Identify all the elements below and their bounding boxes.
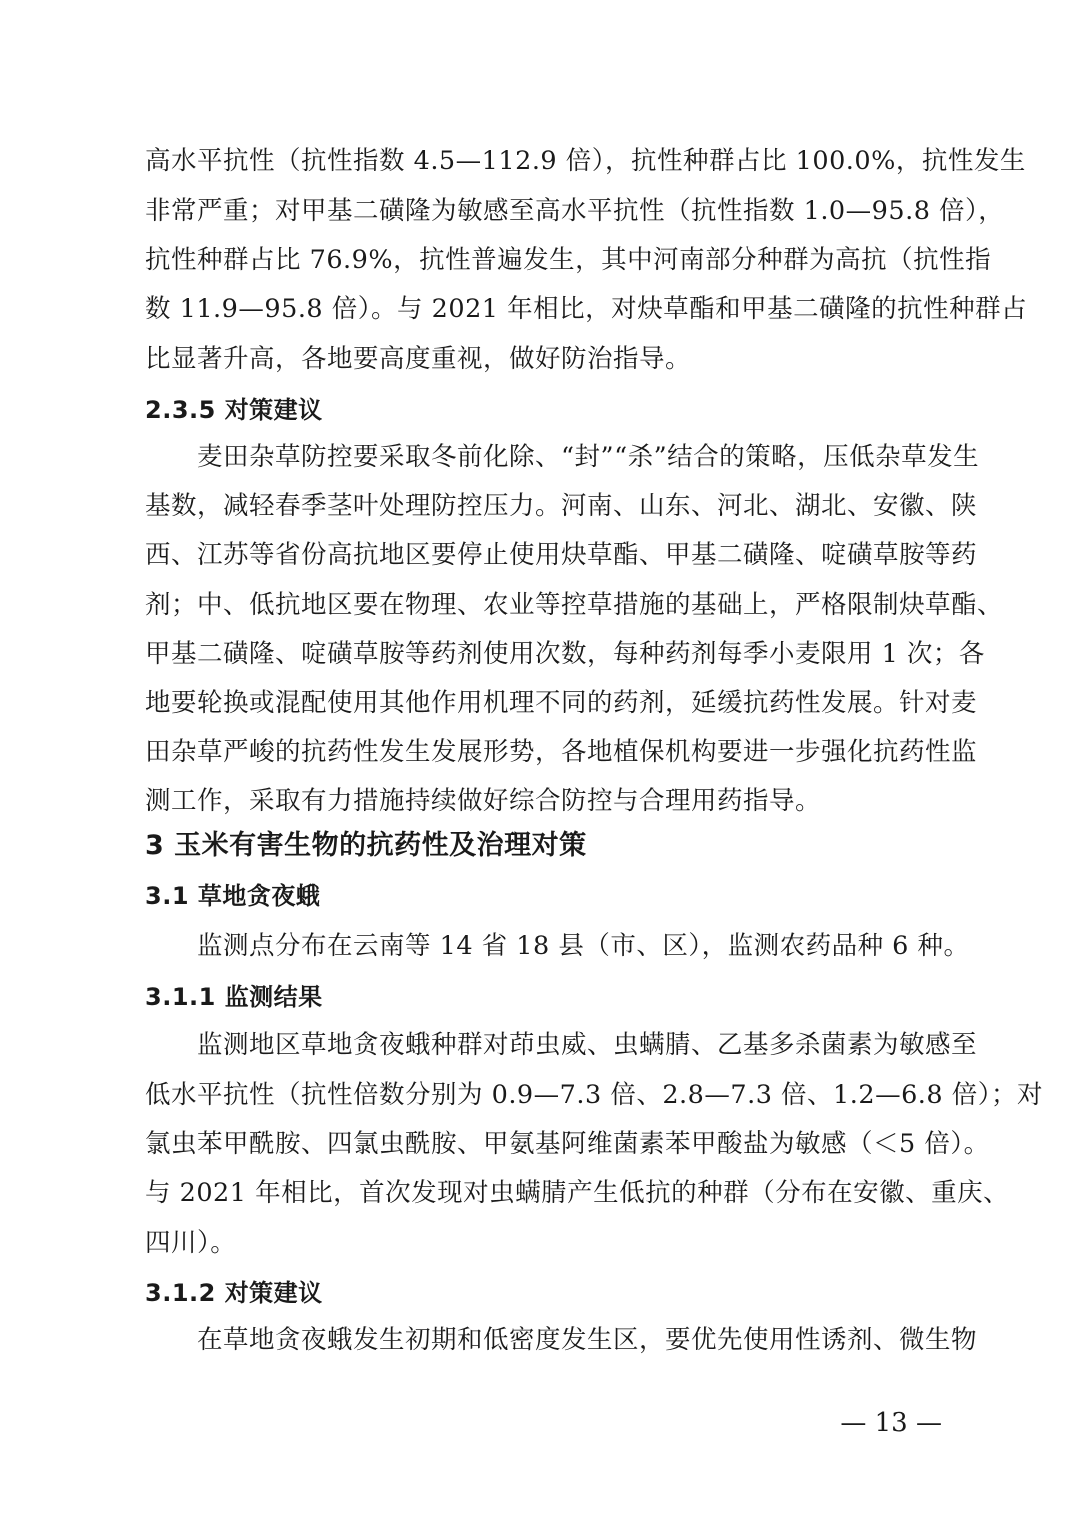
body-text-line: 四川）。 bbox=[145, 1228, 237, 1258]
body-text-line: 氯虫苯甲酰胺、四氯虫酰胺、甲氨基阿维菌素苯甲酸盐为敏感（＜5 倍）。 bbox=[145, 1129, 990, 1159]
body-text-line: 监测地区草地贪夜蛾种群对茚虫威、虫螨腈、乙基多杀菌素为敏感至 bbox=[197, 1030, 978, 1060]
body-text-line: 麦田杂草防控要采取冬前化除、“封”“杀”结合的策略，压低杂草发生 bbox=[197, 442, 980, 472]
body-text-line: 剂；中、低抗地区要在物理、农业等控草措施的基础上，严格限制炔草酯、 bbox=[145, 590, 1004, 620]
body-text-line: 西、江苏等省份高抗地区要停止使用炔草酯、甲基二磺隆、啶磺草胺等药 bbox=[145, 540, 978, 570]
page-number: — 13 — bbox=[840, 1408, 942, 1438]
body-text-line: 比显著升高，各地要高度重视，做好防治指导。 bbox=[145, 344, 692, 374]
chapter-heading: 3 玉米有害生物的抗药性及治理对策 bbox=[145, 830, 587, 861]
body-text-line: 低水平抗性（抗性倍数分别为 0.9—7.3 倍、2.8—7.3 倍、1.2—6.8 倍）；对 bbox=[145, 1080, 1043, 1110]
body-text-line: 在草地贪夜蛾发生初期和低密度发生区，要优先使用性诱剂、微生物 bbox=[197, 1325, 978, 1355]
body-text-line: 高水平抗性（抗性指数 4.5—112.9 倍），抗性种群占比 100.0%，抗性发生 bbox=[145, 146, 1026, 176]
body-text-line: 抗性种群占比 76.9%，抗性普遍发生，其中河南部分种群为高抗（抗性指 bbox=[145, 245, 992, 275]
body-text-line: 甲基二磺隆、啶磺草胺等药剂使用次数，每种药剂每季小麦限用 1 次；各 bbox=[145, 639, 985, 669]
body-text-line: 非常严重；对甲基二磺隆为敏感至高水平抗性（抗性指数 1.0—95.8 倍）， bbox=[145, 196, 1005, 226]
body-text-line: 数 11.9—95.8 倍）。与 2021 年相比，对炔草酯和甲基二磺隆的抗性种群占 bbox=[145, 294, 1028, 324]
section-heading: 3.1.2 对策建议 bbox=[145, 1279, 323, 1307]
body-text-line: 田杂草严峻的抗药性发生发展形势，各地植保机构要进一步强化抗药性监 bbox=[145, 737, 978, 767]
body-text-line: 监测点分布在云南等 14 省 18 县（市、区），监测农药品种 6 种。 bbox=[197, 931, 970, 961]
body-text-line: 测工作，采取有力措施持续做好综合防控与合理用药指导。 bbox=[145, 786, 822, 816]
section-heading: 3.1.1 监测结果 bbox=[145, 983, 323, 1011]
section-heading: 2.3.5 对策建议 bbox=[145, 396, 323, 424]
body-text-line: 地要轮换或混配使用其他作用机理不同的药剂，延缓抗药性发展。针对麦 bbox=[145, 688, 978, 718]
section-heading: 3.1 草地贪夜蛾 bbox=[145, 882, 321, 910]
body-text-line: 基数，减轻春季茎叶处理防控压力。河南、山东、河北、湖北、安徽、陕 bbox=[145, 491, 978, 521]
body-text-line: 与 2021 年相比，首次发现对虫螨腈产生低抗的种群（分布在安徽、重庆、 bbox=[145, 1178, 1010, 1208]
